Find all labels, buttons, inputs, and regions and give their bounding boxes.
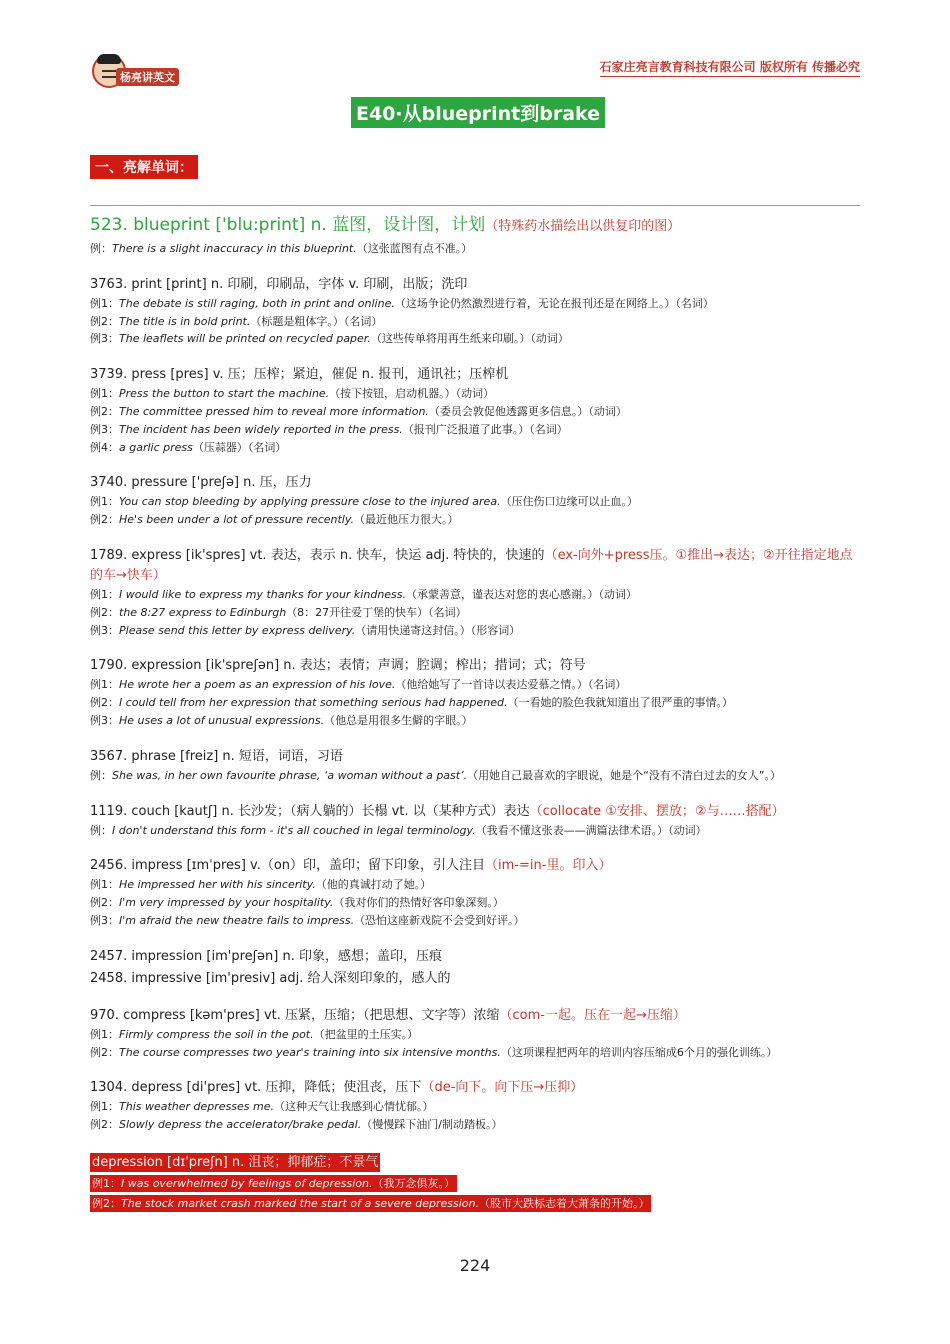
word-headword (90, 1078, 865, 1098)
word-headword (90, 802, 865, 822)
word-headword (90, 969, 865, 989)
example-sentence (90, 712, 865, 730)
example-english: The committee pressed him to reveal more information. (119, 404, 429, 418)
example-chinese: （这项课程把两年的培训内容压缩成6个月的强化训练。） (500, 1045, 778, 1059)
word-headword (90, 473, 865, 493)
headword-text: 2457. impression [im'preʃən] n. 印象，感想；盖印，压痕 (90, 948, 442, 964)
etymology-note: （im-=in-里。印入） (485, 858, 612, 874)
copyright-notice: 石家庄亮言教育科技有限公司 版权所有 传播必究 (600, 58, 860, 77)
example-label: 例1： (90, 387, 119, 401)
brand-logo (90, 52, 190, 92)
example-chinese: （把盆里的土压实。） (313, 1027, 419, 1041)
example-label: 例1： (90, 296, 119, 310)
headword-text: 3739. press [pres] v. 压；压榨；紧迫，催促 n. 报刊，通讯社；压榨机 (90, 367, 509, 383)
example-chinese: （他总是用很多生僻的字眼。） (324, 713, 473, 727)
highlighted-example-row (90, 1172, 865, 1192)
example-sentence (90, 894, 865, 912)
example-sentence (90, 421, 865, 439)
example-english: The stock market crash marked the start of a severe depression. (121, 1196, 479, 1210)
example-sentence (90, 876, 865, 894)
word-headword (90, 1006, 865, 1026)
word-entry (90, 365, 865, 456)
example-english: I'm afraid the new theatre fails to impress. (119, 913, 355, 927)
word-entry (90, 969, 865, 989)
example-english: He impressed her with his sincerity. (119, 878, 316, 892)
highlighted-example (90, 1175, 457, 1192)
highlighted-example-row (90, 1192, 865, 1212)
example-chinese: （我看不懂这张表——满篇法律术语。）（动词） (475, 823, 707, 837)
example-english: This weather depresses me. (119, 1100, 275, 1114)
etymology-note: （ex-向外+press压。①推出→表达；②开往指定地点的车→快车） (90, 547, 853, 583)
example-chinese: （请用快递寄这封信。）（形容词） (355, 623, 521, 637)
example-chinese: （我万念俱灰。） (372, 1176, 456, 1190)
example-chinese: （这种天气让我感到心情忧郁。） (274, 1100, 434, 1114)
example-sentence (90, 1044, 865, 1062)
headword-text: 1119. couch [kautʃ] n. 长沙发；（病人躺的）长榻 vt. 以（某种方式）表达 (90, 803, 530, 819)
example-chinese: （按下按钮，启动机器。）（动词） (329, 387, 495, 401)
word-entry (90, 546, 865, 639)
example-english: Please send this letter by express delivery. (119, 623, 356, 637)
example-sentence (90, 403, 865, 421)
example-sentence (90, 676, 865, 694)
example-english: He uses a lot of unusual expressions. (119, 713, 325, 727)
word-headword (90, 656, 865, 676)
page-title: E40·从blueprint到brake (351, 97, 605, 128)
example-sentence (90, 1116, 865, 1134)
word-entry (90, 947, 865, 967)
example-sentence (90, 586, 865, 604)
etymology-note: （collocate ①安排、摆放；②与……搭配） (529, 803, 785, 819)
example-chinese: （股市大跌标志着大萧条的开始。） (478, 1196, 650, 1210)
example-chinese: （一看她的脸色我就知道出了很严重的事情。） (507, 696, 734, 710)
example-sentence (90, 822, 865, 840)
example-chinese: （慢慢踩下油门/制动踏板。） (361, 1118, 503, 1132)
example-chinese: （这些传单将用再生纸来印刷。）（动词） (370, 332, 569, 346)
example-english: The incident has been widely reported in the press. (119, 422, 403, 436)
example-english: I don't understand this form - it's all couched in legal terminology. (112, 823, 476, 837)
etymology-note: （com-一起。压在一起→压缩） (499, 1007, 686, 1023)
example-chinese: （压住伤口边缘可以止血。） (500, 495, 639, 509)
example-english: I would like to express my thanks for your kindness. (119, 587, 407, 601)
example-sentence (90, 1098, 865, 1116)
example-label: 例： (90, 242, 112, 255)
example-label: 例2： (90, 896, 119, 910)
word-entry (90, 802, 865, 840)
example-sentence (90, 240, 865, 258)
highlighted-headword: depression [dɪˈpreʃn] n. 沮丧；抑郁症；不景气 (92, 1154, 379, 1170)
example-sentence (90, 767, 865, 785)
headword-text: 2458. impressive [im'presiv] adj. 给人深刻印象的，感人的 (90, 970, 451, 986)
highlighted-example (90, 1195, 651, 1212)
example-chinese: （8：27开往爱丁堡的快车）（名词） (286, 605, 467, 619)
example-chinese: （报刊广泛报道了此事。）（名词） (402, 422, 568, 436)
example-english: I was overwhelmed by feelings of depression. (121, 1176, 373, 1190)
example-sentence (90, 439, 865, 457)
highlighted-headword-row (90, 1151, 865, 1172)
section-heading: 一、亮解单词： (90, 155, 198, 179)
example-label: 例1： (90, 1100, 119, 1114)
page-number: 224 (459, 1256, 491, 1275)
example-label: 例3： (90, 913, 119, 927)
example-english: You can stop bleeding by applying pressure close to the injured area. (119, 495, 501, 509)
word-entry (90, 1078, 865, 1134)
example-label: 例1： (90, 495, 119, 509)
example-label: 例1： (90, 1027, 119, 1041)
word-entry (90, 656, 865, 729)
example-chinese: （我对你们的热情好客印象深刻。） (333, 896, 504, 910)
example-sentence (90, 912, 865, 930)
etymology-note: （特殊药水描绘出以供复印的图） (485, 219, 681, 234)
example-sentence (90, 622, 865, 640)
example-sentence (90, 330, 865, 348)
example-english: The debate is still raging, both in print and online. (119, 296, 395, 310)
example-label: 例1： (90, 587, 119, 601)
headword-text: 2456. impress [ɪmˈpres] v.（on）印，盖印；留下印象，引人注目 (90, 858, 486, 874)
example-chinese: （这张蓝图有点不准。） (356, 242, 473, 255)
word-entry (90, 1006, 865, 1062)
example-english: The course compresses two year's training into six intensive months. (119, 1045, 501, 1059)
example-chinese: （恐怕这座新戏院不会受到好评。） (354, 913, 525, 927)
example-english: Press the button to start the machine. (119, 387, 330, 401)
example-chinese: （他给她写了一首诗以表达爱慕之情。）（名词） (395, 678, 627, 692)
example-sentence (90, 1026, 865, 1044)
example-english: The title is in bold print. (119, 314, 251, 328)
example-english: a garlic press (119, 440, 193, 454)
example-label: 例3： (90, 713, 119, 727)
word-headword (90, 856, 865, 876)
example-english: There is a slight inaccuracy in this blueprint. (112, 242, 357, 255)
example-sentence (90, 313, 865, 331)
example-sentence (90, 511, 865, 529)
example-label: 例2： (90, 404, 119, 418)
example-label: 例3： (90, 422, 119, 436)
example-label: 例： (90, 768, 112, 782)
example-english: He's been under a lot of pressure recently. (119, 513, 355, 527)
word-headword (90, 365, 865, 385)
example-sentence (90, 694, 865, 712)
word-entry (90, 856, 865, 929)
headword-text: 3740. pressure ['preʃə] n. 压，压力 (90, 475, 312, 491)
example-label: 例1： (90, 878, 119, 892)
example-label: 例2： (90, 1118, 119, 1132)
logo-text: 杨亮讲英文 (116, 68, 179, 86)
example-label: 例2： (92, 1196, 121, 1210)
word-headword (90, 275, 865, 295)
headword-text: 3763. print [print] n. 印刷，印刷品，字体 v. 印刷，出版；洗印 (90, 276, 468, 292)
divider (90, 205, 860, 206)
example-chinese: （最近他压力很大。） (354, 513, 459, 527)
example-sentence (90, 493, 865, 511)
headword-text: 1304. depress [di'pres] vt. 压抑，降低；使沮丧，压下 (90, 1080, 422, 1096)
example-label: 例4： (90, 440, 119, 454)
example-chinese: （承蒙善意，谨表达对您的衷心感谢。）（动词） (406, 587, 638, 601)
example-label: 例3： (90, 332, 119, 346)
headword-text: 523. blueprint ['blu:print] n. 蓝图，设计图，计划 (90, 215, 486, 235)
example-label: 例1： (92, 1176, 121, 1190)
example-english: He wrote her a poem as an expression of his love. (119, 678, 396, 692)
word-entry (90, 275, 865, 348)
example-english: The leaflets will be printed on recycled paper. (119, 332, 371, 346)
example-sentence (90, 295, 865, 313)
example-chinese: （他的真诚打动了她。） (315, 878, 432, 892)
word-headword (90, 546, 865, 586)
word-entry (90, 747, 865, 785)
headword-text: 1789. express [ik'spres] vt. 表达，表示 n. 快车，快运 adj. 特快的，快速的 (90, 547, 545, 563)
example-label: 例3： (90, 623, 119, 637)
example-label: 例： (90, 823, 112, 837)
example-chinese: （委员会敦促他透露更多信息。）（动词） (428, 404, 627, 418)
example-label: 例2： (90, 605, 119, 619)
example-english: Slowly depress the accelerator/brake pedal. (119, 1118, 362, 1132)
headword-text: 3567. phrase [freiz] n. 短语，词语，习语 (90, 748, 343, 764)
highlighted-entry (90, 1151, 865, 1212)
example-english: I could tell from her expression that something serious had happened. (119, 696, 508, 710)
word-headword (90, 212, 865, 240)
word-entry (90, 212, 865, 258)
example-english: Firmly compress the soil in the pot. (119, 1027, 314, 1041)
example-english: She was, in her own favourite phrase, ‘a woman without a past’. (112, 768, 468, 782)
example-chinese: （用她自己最喜欢的字眼说，她是个“没有不清白过去的女人”。） (467, 768, 781, 782)
headword-text: 1790. expression [ik'spreʃən] n. 表达；表情；声调；腔调；榨出；措词；式；符号 (90, 658, 586, 674)
word-headword (90, 947, 865, 967)
example-chinese: （标题是粗体字。）（名词） (250, 314, 383, 328)
word-entry (90, 473, 865, 529)
word-headword (90, 747, 865, 767)
headword-text: 970. compress [kəm'pres] vt. 压紧，压缩；（把思想、文字等）浓缩 (90, 1007, 500, 1023)
example-sentence (90, 385, 865, 403)
word-list (90, 212, 865, 1212)
example-english: the 8:27 express to Edinburgh (119, 605, 287, 619)
example-english: I'm very impressed by your hospitality. (119, 896, 334, 910)
example-sentence (90, 604, 865, 622)
example-label: 例1： (90, 678, 119, 692)
example-label: 例2： (90, 513, 119, 527)
example-label: 例2： (90, 314, 119, 328)
example-label: 例2： (90, 1045, 119, 1059)
example-label: 例2： (90, 696, 119, 710)
example-chinese: （这场争论仍然激烈进行着，无论在报刊还是在网络上。）（名词） (394, 296, 714, 310)
etymology-note: （de-向下。向下压→压抑） (421, 1080, 584, 1096)
example-chinese: （压蒜器）（名词） (192, 440, 287, 454)
